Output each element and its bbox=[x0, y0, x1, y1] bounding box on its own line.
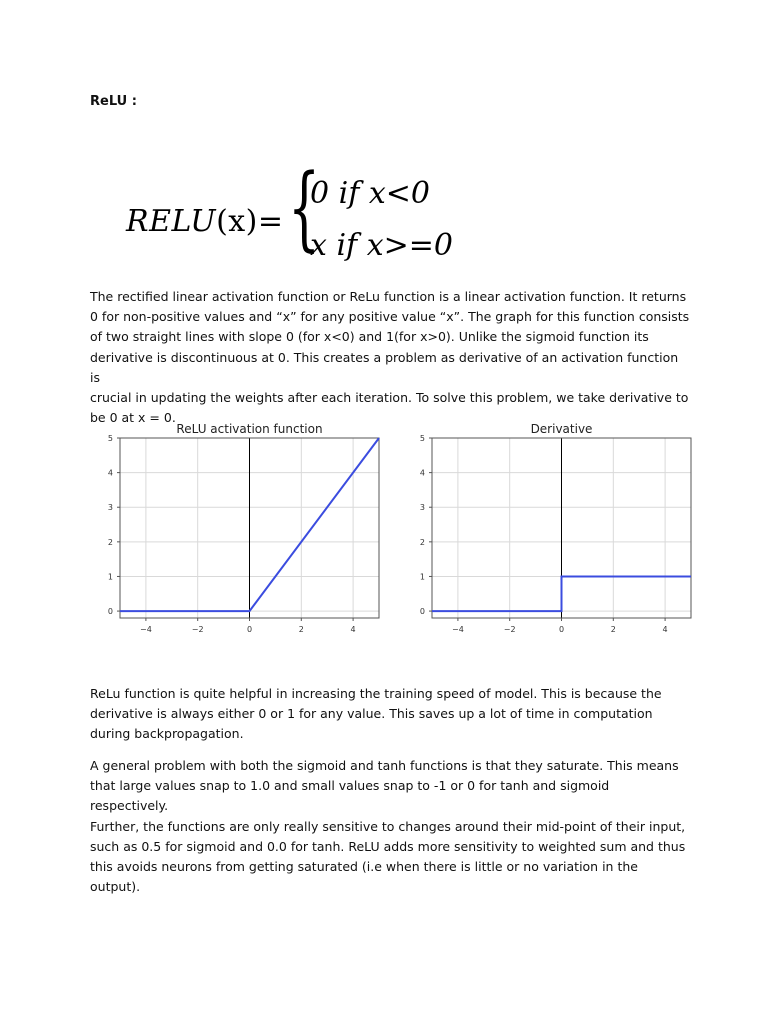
x-tick-label: −4 bbox=[140, 625, 152, 634]
y-tick-label: 5 bbox=[419, 434, 425, 443]
chart-title: ReLU activation function bbox=[176, 422, 323, 436]
x-tick-label: 4 bbox=[350, 625, 356, 634]
formula-lhs bbox=[126, 204, 284, 239]
paragraph-saturation: A general problem with both the sigmoid and tanh functions is that they saturate. This means that large values snap to 1.0 and small values snap to -1 or 0 for tanh and sigmoid respectively. Further, the functions are only really sensitive to changes around their mid-point of their input, such as 0.5 for sigmoid and 0.0 for tanh. ReLU adds more sensitivity to weighted sum and thus this avoids neurons from getting saturated (i.e when there is little or no variation in the output). bbox=[90, 758, 686, 895]
y-tick-label: 1 bbox=[107, 572, 113, 582]
x-tick-label: 4 bbox=[662, 625, 668, 634]
formula-equals: = bbox=[257, 204, 284, 239]
formula-case-positive: x if x>=0 bbox=[310, 228, 453, 263]
y-tick-label: 1 bbox=[419, 572, 425, 582]
y-tick-label: 4 bbox=[107, 468, 113, 478]
y-tick-label: 4 bbox=[419, 468, 425, 478]
x-tick-label: −2 bbox=[191, 625, 204, 634]
section-heading: ReLU : bbox=[90, 94, 137, 109]
formula-brace: { bbox=[288, 154, 321, 261]
y-tick-label: 0 bbox=[419, 607, 425, 617]
y-tick-label: 0 bbox=[107, 607, 113, 617]
series-line bbox=[432, 576, 691, 611]
x-tick-label: 0 bbox=[558, 625, 565, 634]
paragraph-intro: The rectified linear activation function or ReLu function is a linear activation function. It returns 0 for non-positive values and “x” for any positive value “x”. The graph for this function consists of two straight lines with slope 0 (for x<0) and 1(for x>0). Unlike the sigmoid function its derivative is discontinuous at 0. This creates a problem as derivative of an activation function is crucial in updating the weights after each iteration. To solve this problem, we take derivative to be 0 at x = 0. bbox=[90, 289, 690, 426]
y-tick-label: 2 bbox=[419, 537, 425, 547]
formula-case-negative: 0 if x<0 bbox=[310, 176, 430, 211]
formula-argument: (x) bbox=[216, 204, 258, 239]
chart-title: Derivative bbox=[530, 422, 593, 436]
y-tick-label: 3 bbox=[419, 503, 425, 513]
derivative-chart bbox=[408, 418, 704, 634]
y-tick-label: 2 bbox=[107, 537, 113, 547]
y-tick-label: 3 bbox=[107, 503, 113, 513]
relu-chart bbox=[96, 418, 392, 634]
formula-function-name: RELU bbox=[126, 204, 217, 239]
x-tick-label: 0 bbox=[246, 625, 253, 634]
relu-formula bbox=[126, 154, 486, 272]
paragraph-speed: ReLu function is quite helpful in increasing the training speed of model. This is because the derivative is always either 0 or 1 for any value. This saves up a lot of time in computation during backpropagation. bbox=[90, 686, 662, 742]
y-tick-label: 5 bbox=[107, 434, 113, 443]
x-tick-label: −2 bbox=[503, 625, 516, 634]
x-tick-label: −4 bbox=[452, 625, 464, 634]
x-tick-label: 2 bbox=[610, 625, 616, 634]
x-tick-label: 2 bbox=[298, 625, 304, 634]
